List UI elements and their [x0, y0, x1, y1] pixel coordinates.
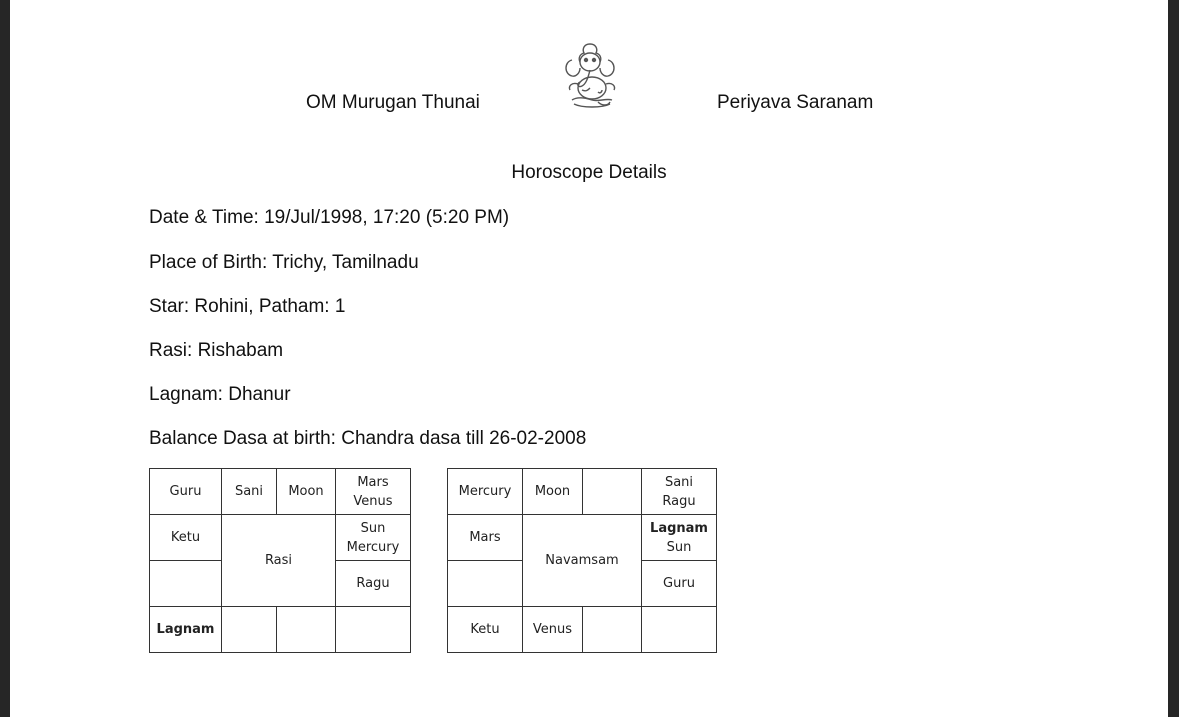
rasi-cell-planet: Sun — [360, 520, 386, 536]
rasi-cell: Ketu — [150, 515, 222, 561]
rasi-cell — [150, 561, 222, 607]
navamsam-cell-planet: Lagnam — [650, 520, 708, 536]
navamsam-cell-planet: Sun — [666, 539, 692, 555]
navamsam-cell — [448, 561, 523, 607]
navamsam-cell — [642, 607, 717, 653]
star-line: Star: Rohini, Patham: 1 — [149, 296, 346, 317]
navamsam-cell: Ketu — [448, 607, 523, 653]
rasi-cell: Moon — [277, 469, 336, 515]
navamsam-cell — [583, 607, 642, 653]
rasi-cell: Sani — [222, 469, 277, 515]
date-time-line: Date & Time: 19/Jul/1998, 17:20 (5:20 PM) — [149, 207, 510, 228]
rasi-cell — [277, 607, 336, 653]
rasi-cell-planet: Venus — [353, 493, 393, 509]
navamsam-cell: Guru — [642, 561, 717, 607]
rasi-cell: Guru — [150, 469, 222, 515]
rasi-cell — [336, 515, 411, 561]
rasi-cell — [336, 469, 411, 515]
rasi-cell-planet: Mars — [357, 474, 389, 490]
navamsam-cell — [642, 515, 717, 561]
navamsam-cell: Venus — [523, 607, 583, 653]
navamsam-cell: Mercury — [448, 469, 523, 515]
rasi-cell — [336, 607, 411, 653]
document-page — [10, 0, 1168, 717]
rasi-chart-center: Rasi — [222, 515, 336, 607]
navamsam-cell: Mars — [448, 515, 523, 561]
rasi-cell: Lagnam — [150, 607, 222, 653]
navamsam-chart — [447, 468, 717, 653]
balance-dasa-line: Balance Dasa at birth: Chandra dasa till 26-02-2008 — [149, 428, 587, 449]
lagnam-line: Lagnam: Dhanur — [149, 384, 291, 405]
navamsam-cell-planet: Sani — [664, 474, 694, 490]
rasi-cell — [222, 607, 277, 653]
navamsam-cell — [642, 469, 717, 515]
header-left-invocation: OM Murugan Thunai — [306, 92, 480, 113]
ganesha-icon — [558, 40, 622, 112]
document-title: Horoscope Details — [511, 162, 667, 183]
rasi-line: Rasi: Rishabam — [149, 340, 284, 361]
navamsam-cell — [583, 469, 642, 515]
rasi-cell: Ragu — [336, 561, 411, 607]
header-right-invocation: Periyava Saranam — [717, 92, 874, 113]
navamsam-chart-center: Navamsam — [523, 515, 642, 607]
rasi-chart — [149, 468, 411, 653]
navamsam-cell-planet: Ragu — [662, 493, 696, 509]
rasi-cell-planet: Mercury — [346, 539, 400, 555]
place-of-birth-line: Place of Birth: Trichy, Tamilnadu — [149, 252, 419, 273]
navamsam-cell: Moon — [523, 469, 583, 515]
